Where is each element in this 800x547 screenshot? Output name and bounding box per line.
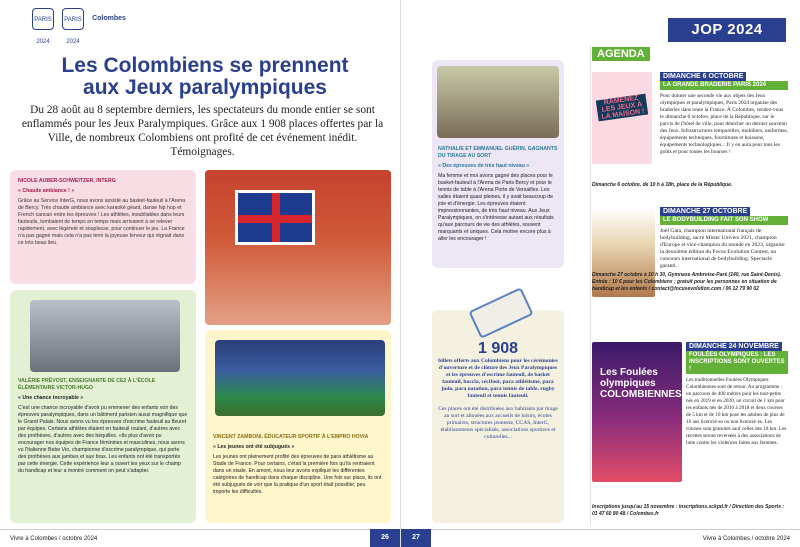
testimonial-body: Les jeunes ont pleinement profité des épreuves de para athlétisme au Stade de France. Pour certains, c'était la première fois qu'ils rentraient dans un stade. En amont, nous leur avons expliqué les différentes catégories de handicap dans chaque discipline. Une fois sur place, ils ont été subjugués de voir que la pratique d'un sport était possible, peu importe les difficultés. — [213, 454, 382, 495]
event-meta: Inscriptions jusqu'au 15 novembre : inscriptions.sckpd.fr / Direction des Sports : 01 47 60 80 48 / Colombes.fr — [592, 504, 785, 517]
page-number: 26 — [370, 529, 400, 547]
testimonial-nicole — [10, 170, 196, 284]
page-footer — [0, 529, 400, 547]
agenda-event-foulees — [686, 342, 788, 447]
event-subtitle: FOULÉES OLYMPIQUES : LES INSCRIPTIONS SONT OUVERTES ! — [686, 351, 788, 374]
testimonial-quote: « Les jeunes ont été subjugués » — [213, 444, 295, 450]
event-body: Joël Gata, champion international français de bodybuilding, sacré Mister Univers 2021, champion d'Europe et vice-champion du monde en 2023, organise la deuxième édition du Focus Evolution Contest, un concours international de bodybuilding. Spectacle garanti. — [660, 228, 785, 269]
testimonial-body: C'est une chance incroyable d'avoir pu emmener des enfants voir des épreuves paralympiques, dans un bâtiment parisien aussi magnifique que le Grand Palais. Nous avons vu les épreuves d'escrime fauteuil au fleuret par équipes. Certains athlètes étaient en fauteuil roulant, d'autres avec des prothèses, d'autres avec des béquilles. «Ils plus d'avoir pu encourager nos équipes de France féminines et masculines, nous avons vu l'Italienne Bebe Vio, championne d'escrime paralympique, qui porte des prothèses aux jambes et aux bras. Les enfants ont été transportés par cette énergie. Cette expérience leur a ouvert les yeux sur le champ du handicap et leur a montré comment on peut s'adapter. — [18, 405, 188, 474]
colombes-logo: Colombes — [92, 15, 126, 22]
testimonial-body: Ma femme et moi avons gagné des places pour le basket-fauteuil à l'Arena de Paris Bercy et pour le tennis de table à l'Arena Porte de Versailles. Les salles étaient quasi pleines, il y avait beaucoup de joie et d'énergie. Les épreuves étaient impressionnantes, de très haut niveau. Aux Jeux Paralympiques, on s'intéresse autant aux résultats qu'aux parcours de vie des athlètes, souvent marquants et uniques. Cela motive encore plus à aller les encourager ! — [438, 173, 554, 242]
testimonial-name: NATHALIE ET EMMANUEL GUÉRIN, GAGNANTS DU TIRAGE AU SORT — [438, 146, 558, 159]
poster-braderie — [592, 72, 652, 164]
event-meta: Dimanche 27 octobre à 10 h 30, Gymnase Ambroise-Paré (140, rue Saint-Denis). Entrée : 10 € pour les Colombiens ; gratuit pour les personnes en situation de handicap et les enfants / contact@focusevolution.com / 06 12 79 90 02 — [592, 272, 782, 292]
poster-foulees — [592, 342, 682, 482]
event-body: Les traditionnelles Foulées Olympiques Colombiennes sont de retour. Au programme : un parcours de 400 mètres pour les tout-petits nés en 2019 et en 2020, un circuit de 1 km pour les enfants nés de 2010 à 2018 et deux courses de 5 km et de 10 km pour les adultes de plus de 16 ans licencié·es ou non licencié·es. Les courses sont gratuites sauf celles des 10 km. Les recettes seront reversées à des associations de lutte contre les violences faites aux femmes. — [686, 377, 787, 446]
testimonial-name: VINCENT ZAMBONI, ÉDUCATEUR SPORTIF À L'EMPRO HOVIA — [213, 434, 369, 440]
testimonial-name: VALÉRIE PRÉVOST, ENSEIGNANTE DE CE2 À L'ÉCOLE ÉLÉMENTAIRE VICTOR-HUGO — [18, 378, 156, 391]
paris-2024-logo: PARIS 2024 — [32, 8, 54, 30]
event-subtitle: LE BODYBUILDING FAIT SON SHOW — [660, 216, 788, 225]
photo-schoolchildren-grand-palais — [30, 300, 180, 372]
testimonial-quote: « Une chance incroyable » — [18, 395, 84, 401]
poster-title: RAMENEZ LES JEUX À LA MAISON ! — [596, 94, 648, 122]
stat-body: Ces places ont été distribuées aux habitants par tirage au sort et allouées aux accueils de loisirs, écoles primaires, structures jeunesse, CCAS, InterG, établissements spécialisés, associations sportives et culturelles... — [438, 406, 558, 440]
footer-publication: Vivre à Colombes / octobre 2024 — [702, 535, 790, 542]
event-body: Pour donner une seconde vie aux objets des Jeux olympiques et paralympiques, Paris 2024 organise des braderies dans toute la France. À Colombes, rendez-vous le dimanche 6 octobre, place de la République, sur le parvis de l'hôtel de ville, pour dénicher un dernier souvenir des Jeux. Infrastructures temporelles, mobiliers, uniformes, équipements techniques, fournitures et boissons, équipements technologiques... Il y en aura pour tous les goûts et pour toutes les bourses ! — [660, 93, 788, 155]
stat-box-tickets — [432, 310, 564, 523]
photo-stade-de-france — [215, 340, 385, 416]
stat-bold-text: billets offerts aux Colombiens pour les cérémonies d'ouverture et de clôture des Jeux Paralympiques et les épreuves d'escrime fauteuil, de basket fauteuil, boccia, cécifoot, para athlétisme, para judo, para natation, para tennis de table, rugby fauteuil et tennis fauteuil. — [438, 358, 558, 399]
event-date: DIMANCHE 6 OCTOBRE — [660, 72, 746, 81]
event-meta: Dimanche 6 octobre, de 10 h à 18h, place de la République. — [592, 182, 733, 188]
poster-title: Les Foulées olympiques COLOMBIENNES — [600, 367, 682, 400]
testimonial-name: NICOLE AUBER-SCHWEITZER, INTERG — [18, 178, 116, 184]
stat-number: 1 908 — [477, 340, 519, 357]
testimonial-quote: « Des épreuves de très haut niveau » — [438, 163, 530, 169]
testimonial-body: Grâce au Service InterG, nous avons assisté au basket-fauteuil à l'Arena de Bercy. Très chaude ambiance avec karaoké géant, danse hip hop et French cancan entre les épreuves ! Les athlètes, inoubliables dans leurs fauteuils, tombaient de temps en temps mais arrivaient à se relever rapidement, avec légèreté et souplesse, pour continuer le jeu. La France n'a pas gagné mais cela n'a pas terni la joyeuse ferveur qui régnait dans ce très beau lieu. — [18, 198, 186, 246]
logo-strip — [32, 8, 126, 45]
testimonial-quote: « Chaude ambiance ! » — [18, 188, 75, 194]
footer-publication: Vivre à Colombes / octobre 2024 — [10, 535, 98, 542]
union-jack-flag-icon — [235, 190, 315, 245]
page-number: 27 — [401, 529, 431, 547]
agenda-event-braderie-meta — [592, 180, 787, 189]
article-intro: Du 28 août au 8 septembre derniers, les spectateurs du monde entier se sont enflammés pour les Jeux Paralympiques. Grâce aux 1 908 places offertes par la Ville, de nombreux Colombiens ont profité de cet événement inédit. Témoignages. — [21, 104, 384, 158]
event-date: DIMANCHE 24 NOVEMBRE — [686, 342, 782, 351]
article-headline: Les Colombiens se prennent aux Jeux paralympiques — [61, 54, 349, 99]
agenda-event-foulees-meta — [592, 502, 787, 518]
photo-guerin-couple — [437, 66, 559, 138]
event-date: DIMANCHE 27 OCTOBRE — [660, 207, 750, 216]
agenda-event-braderie — [660, 72, 788, 156]
paris-2024-paralympic-logo: PARIS 2024 — [62, 8, 84, 30]
section-banner-jop: JOP 2024 — [668, 18, 786, 42]
photo-crowd-union-jack — [205, 170, 391, 325]
agenda-event-bodybuilding — [592, 207, 788, 293]
agenda-heading: AGENDA — [592, 47, 650, 61]
event-subtitle: LA GRANDE BRADERIE PARIS 2024 — [660, 81, 788, 90]
page-footer — [401, 529, 800, 547]
